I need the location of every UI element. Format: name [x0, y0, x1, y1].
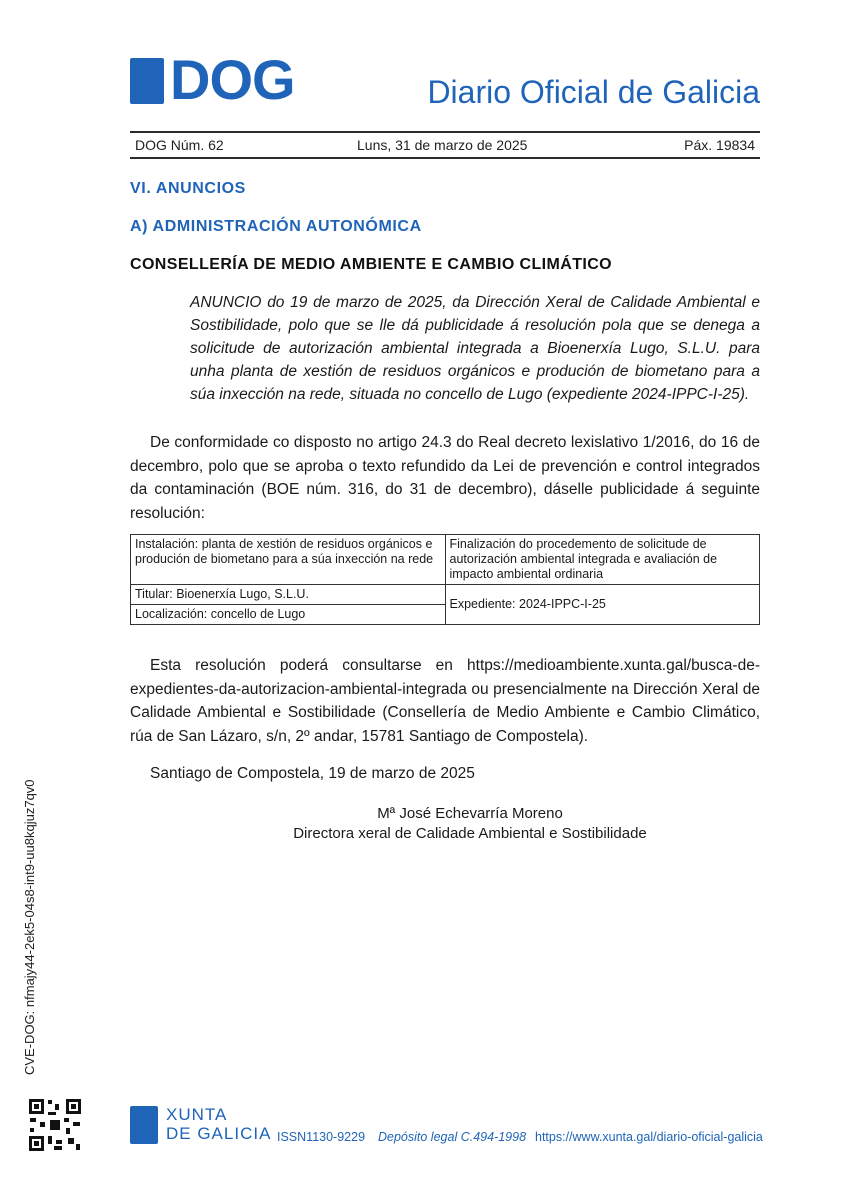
issue-date: Luns, 31 de marzo de 2025 [357, 137, 528, 153]
cell-installation: Instalación: planta de xestión de residuos orgánicos e produción de biometano para a súa inxección na rede [131, 535, 446, 585]
cve-code: CVE-DOG: nfmajy44-2ek5-04s8-int9-uu8kqjuz7qv0 [22, 779, 37, 1075]
header-rule-top [130, 131, 760, 133]
subsection-heading: A) ADMINISTRACIÓN AUTONÓMICA [130, 218, 422, 235]
legal-deposit: Depósito legal C.494-1998 [378, 1130, 527, 1144]
qr-code-icon [28, 1098, 82, 1152]
department-heading: CONSELLERÍA DE MEDIO AMBIENTE E CAMBIO CLIMÁTICO [130, 256, 613, 273]
xunta-logo [166, 1105, 271, 1143]
cell-holder: Titular: Bioenerxía Lugo, S.L.U. [131, 585, 446, 605]
section-heading: VI. ANUNCIOS [130, 180, 246, 197]
dog-logo: DOG [170, 48, 295, 111]
footer-url-link[interactable]: https://www.xunta.gal/diario-oficial-galicia [535, 1130, 763, 1144]
publication-title: Diario Oficial de Galicia [427, 74, 760, 110]
place-date: Santiago de Compostela, 19 de marzo de 2025 [150, 765, 475, 782]
signatory-name: Mª José Echevarría Moreno [377, 805, 563, 822]
xunta-line-1: XUNTA [166, 1105, 228, 1124]
signatory-role: Directora xeral de Calidade Ambiental e Sostibilidade [293, 825, 647, 842]
issue-number: DOG Núm. 62 [135, 137, 224, 153]
resolution-table [130, 534, 760, 625]
body-paragraph-1: De conformidade co disposto no artigo 24.3 do Real decreto lexislativo 1/2016, do 16 de decembro, polo que se aproba o texto refundido da Lei de prevención e control integrados da contaminación (BOE núm. 316, do 31 de decembro), dáselle publicidade á seguinte resolución: [130, 434, 760, 522]
announcement-summary: ANUNCIO do 19 de marzo de 2025, da Dirección Xeral de Calidade Ambiental e Sostibilidade, polo que se lle dá publicidade á resolución pola que se denega a solicitude de autorización ambiental integrada a Bioenerxía Lugo, S.L.U. para unha planta de xestión de residuos orgánicos e produción de biometano para a súa inxección na rede, situada no concello de Lugo (expediente 2024-IPPC-I-25). [190, 294, 760, 403]
xunta-line-2: DE GALICIA [166, 1124, 272, 1143]
issn: ISSN1130-9229 [277, 1130, 366, 1144]
body-paragraph-2: Esta resolución poderá consultarse en https://medioambiente.xunta.gal/busca-de-expedientes-da-autorizacion-ambiental-integrada ou presencialmente na Dirección Xeral de Calidade Ambiental e Sostibilidade (Consellería de Medio Ambiente e Cambio Climático, rúa de San Lázaro, s/n, 2º andar, 15781 Santiago de Compostela). [130, 657, 760, 745]
xunta-shield-icon [130, 1106, 158, 1144]
page-number: Páx. 19834 [684, 137, 755, 153]
cell-location: Localización: concello de Lugo [131, 605, 446, 625]
header-rule-bottom [130, 157, 760, 159]
cell-procedure: Finalización do procedemento de solicitude de autorización ambiental integrada e avaliación de impacto ambiental ordinaria [445, 535, 760, 585]
dog-shield-icon [130, 58, 164, 104]
cell-file: Expediente: 2024-IPPC-I-25 [445, 585, 760, 625]
